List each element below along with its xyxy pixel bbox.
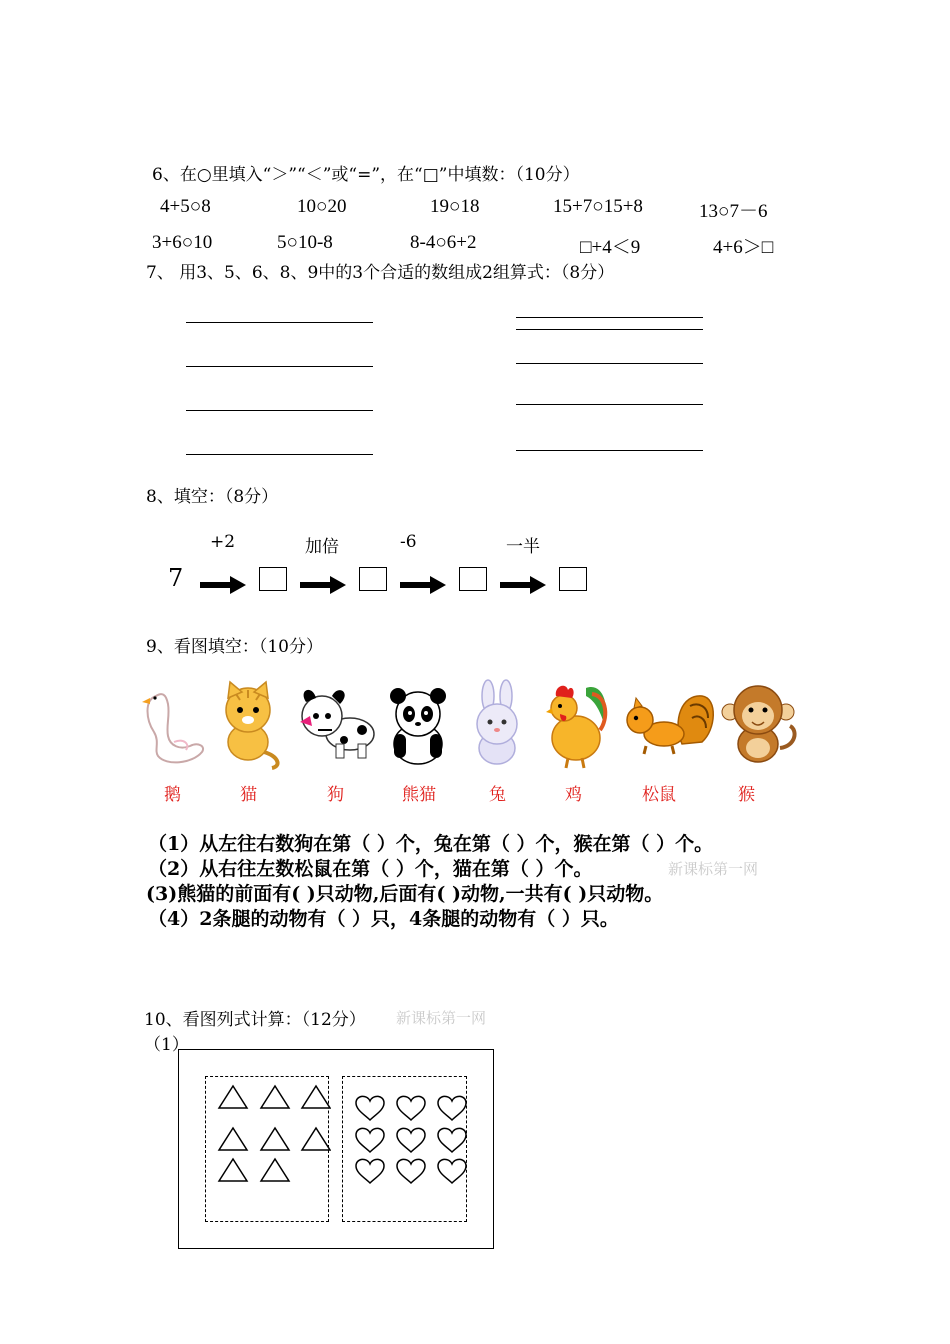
q6-expr: 19○18 [430, 196, 480, 217]
rooster-icon [546, 680, 612, 770]
answer-box[interactable] [559, 567, 587, 591]
q6-expr: □+4＜9 [580, 237, 641, 258]
op-label: -6 [400, 532, 417, 552]
q10-title: 10、看图列式计算：（12分） [144, 1010, 366, 1030]
arrow-right-icon [300, 576, 346, 594]
heart-icon [356, 1096, 384, 1120]
answer-line[interactable] [186, 366, 373, 367]
q9-sub-question: （1）从左往右数狗在第（ ）个，兔在第（ ）个，猴在第（ ）个。 [148, 833, 714, 855]
heart-icon [438, 1128, 466, 1152]
q9-sub-question: (3)熊猫的前面有( )只动物,后面有( )动物,一共有( )只动物。 [146, 883, 664, 905]
q9-title: 9、看图填空：（10分） [146, 637, 323, 657]
heart-icon [438, 1159, 466, 1183]
heart-icon [397, 1159, 425, 1183]
animal-name: 鹅 [164, 785, 181, 805]
start-number: 7 [168, 564, 184, 592]
squirrel-icon [622, 690, 716, 756]
triangle-icon [219, 1159, 247, 1181]
answer-line[interactable] [186, 454, 373, 455]
heart-icon [397, 1128, 425, 1152]
op-label: 一半 [506, 537, 540, 557]
heart-icon [356, 1159, 384, 1183]
animal-name: 猴 [738, 785, 755, 805]
watermark: 新课标第一网 [668, 860, 759, 878]
arrow-right-icon [400, 576, 446, 594]
monkey-icon [720, 682, 800, 768]
q7-title: 7、 用3、5、6、8、9中的3个合适的数组成2组算式：（8分） [146, 263, 615, 283]
triangle-icon [219, 1128, 247, 1150]
dog-icon [292, 686, 382, 762]
panda-icon [384, 686, 454, 766]
q6-expr: 15+7○15+8 [553, 196, 643, 217]
q9-sub-question: （2）从右往左数松鼠在第（ ）个，猫在第（ ）个。 [148, 858, 593, 880]
answer-line[interactable] [516, 317, 703, 318]
q6-expr: 5○10-8 [277, 232, 333, 253]
animal-name: 松鼠 [642, 785, 676, 805]
arrow-right-icon [500, 576, 546, 594]
animal-name: 狗 [327, 785, 344, 805]
answer-line[interactable] [186, 410, 373, 411]
q8-title: 8、填空：（8分） [146, 487, 279, 507]
q6-expr: 4+5○8 [160, 196, 211, 217]
triangle-icon [261, 1159, 289, 1181]
watermark: 新课标第一网 [396, 1009, 487, 1027]
animal-name: 熊猫 [402, 785, 436, 805]
q6-expr: 13○7－6 [699, 201, 768, 222]
animal-name: 兔 [489, 785, 506, 805]
animal-name: 鸡 [565, 785, 582, 805]
cat-icon [214, 680, 288, 770]
q6-expr: 4+6＞□ [713, 237, 774, 258]
answer-box[interactable] [259, 567, 287, 591]
triangle-icon [219, 1086, 247, 1108]
op-label: +2 [210, 532, 236, 552]
hearts-drawing [342, 1076, 470, 1222]
answer-line[interactable] [516, 404, 703, 405]
answer-box[interactable] [359, 567, 387, 591]
triangle-icon [261, 1128, 289, 1150]
answer-line[interactable] [516, 363, 703, 364]
answer-line[interactable] [516, 450, 703, 451]
heart-icon [397, 1096, 425, 1120]
triangle-icon [261, 1086, 289, 1108]
goose-icon [140, 680, 210, 770]
q9-sub-question: （4）2条腿的动物有（ ）只，4条腿的动物有（ ）只。 [148, 908, 619, 930]
q10-part-label: （1） [144, 1035, 189, 1055]
q6-expr: 10○20 [297, 196, 347, 217]
op-label: 加倍 [305, 537, 339, 557]
q6-expr: 8-4○6+2 [410, 232, 477, 253]
heart-icon [356, 1128, 384, 1152]
q6-title: 6、在○里填入“＞”“＜”或“=”，在“□”中填数：（10分） [152, 165, 580, 185]
triangle-icon [302, 1086, 330, 1108]
answer-line[interactable] [186, 322, 373, 323]
answer-box[interactable] [459, 567, 487, 591]
triangles-drawing [205, 1076, 331, 1222]
rabbit-icon [470, 678, 526, 770]
q6-expr: 3+6○10 [152, 232, 213, 253]
arrow-right-icon [200, 576, 246, 594]
heart-icon [438, 1096, 466, 1120]
answer-line[interactable] [516, 329, 703, 330]
animal-name: 猫 [240, 785, 257, 805]
triangle-icon [302, 1128, 330, 1150]
